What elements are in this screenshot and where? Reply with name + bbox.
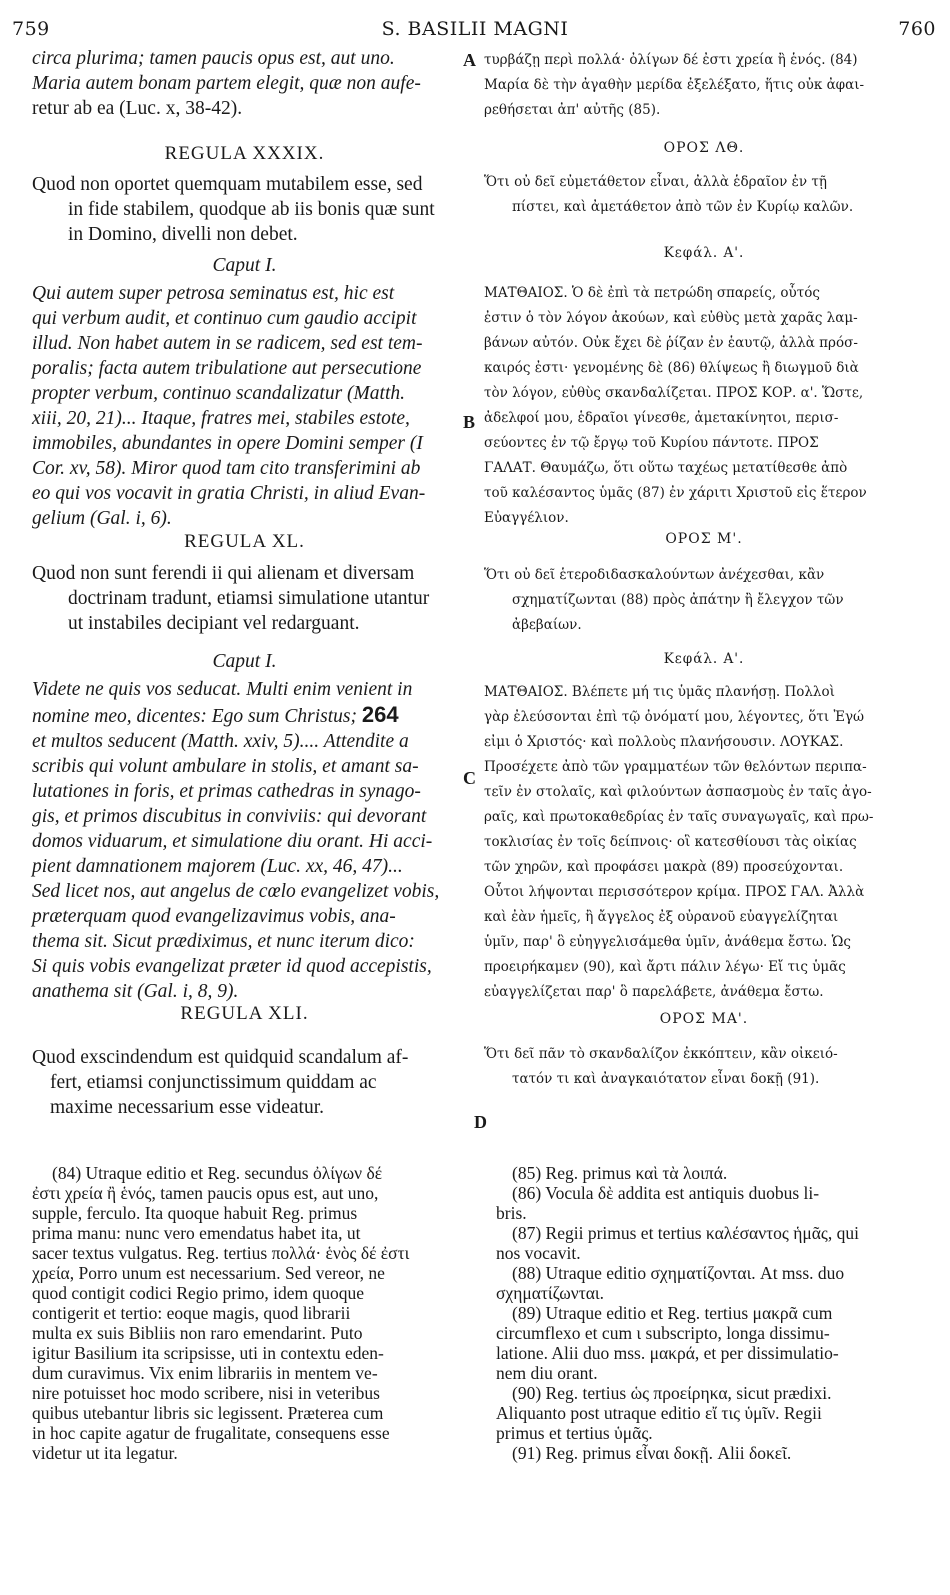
text-line: τῶν χηρῶν, καὶ προφάσει μακρὰ (89) προσεύχονται. — [484, 859, 844, 875]
text-line: ἀδελφοί μου, ἑδραῖοι γίνεσθε, ἀμετακίνητοι, περισ- — [484, 410, 839, 426]
text-line: ρεθήσεται ἀπ' αὐτῆς (85). — [484, 102, 661, 118]
footnote-line: quibus utebantur libris sic legissent. Præterea cum — [32, 1403, 384, 1423]
footnote-line: (85) Reg. primus καὶ τὰ λοιπά. — [512, 1163, 728, 1183]
text-line: τὸν λόγον, εὐθὺς σκανδαλίζεται. ΠΡΟΣ ΚΟΡ. α'. Ὥστε, — [484, 385, 864, 401]
text-line: ΜΑΤΘΑΙΟΣ. Ὁ δὲ ἐπὶ τὰ πετρώδη σπαρείς, οὗτός — [484, 285, 820, 301]
text-line: Maria autem bonam partem elegit, quæ non aufe- — [32, 73, 421, 94]
regula-41-summary — [32, 1045, 457, 1120]
text-line: scribis qui volunt ambulare in stolis, et amant sa- — [32, 756, 419, 777]
text-line: in Domino, divelli non debet. — [68, 224, 298, 245]
text-line: thema sit. Sicut prædiximus, et nunc iterum dico: — [32, 931, 415, 952]
left-column-number: 759 — [12, 18, 50, 40]
regula-40-caput: Caput I. — [212, 651, 277, 672]
text-line: propter verbum, continuo scandalizatur (Matth. — [32, 383, 405, 404]
text-line: Si quis vobis evangelizat præter id quod accepistis, — [32, 956, 432, 977]
footnote-line: multa ex suis Bibliis non raro emendarint. Puto — [32, 1323, 363, 1343]
text-line: Quod exscindendum est quidquid scandalum af- — [32, 1047, 409, 1068]
margin-marker-b: B — [463, 412, 476, 432]
page-title: S. BASILII MAGNI — [381, 18, 569, 40]
footnote-line: (87) Regii primus et tertius καλέσαντος ἡμᾶς, qui — [512, 1223, 859, 1243]
text-line: Qui autem super petrosa seminatus est, hic est — [32, 283, 395, 304]
horos-39-summary — [484, 170, 924, 220]
text-line: τεῖν ἐν στολαῖς, καὶ φιλούντων ἀσπασμοὺς ἐν ταῖς ἀγο- — [484, 784, 872, 800]
text-line: γὰρ ἐλεύσονται ἐπὶ τῷ ὀνόματί μου, λέγοντες, ὅτι Ἐγώ — [484, 709, 865, 725]
horos-39-caput: Κεφάλ. Α'. — [663, 245, 745, 261]
text-line: Ὅτι οὐ δεῖ εὐμετάθετον εἶναι, ἀλλὰ ἑδραῖον ἐν τῇ — [484, 174, 827, 190]
greek-intro — [484, 48, 924, 123]
text-line: in fide stabilem, quodque ab iis bonis quæ sunt — [68, 199, 435, 220]
footnote-line: sacer textus vulgatus. Reg. tertius πολλά· ἑνὸς δέ ἐστι — [32, 1243, 410, 1263]
text-line: εὐαγγελίζεται παρ' ὃ παρελάβετε, ἀνάθεμα ἔστω. — [484, 984, 824, 1000]
text-line: xiii, 20, 21)... Itaque, fratres mei, stabiles estote, — [32, 408, 410, 429]
text-line: ἐστιν ὁ τὸν λόγον ἀκούων, καὶ εὐθὺς μετὰ χαρᾶς λαμ- — [484, 310, 858, 326]
text-line: doctrinam tradunt, etiamsi simulatione utantur — [68, 588, 430, 609]
footnote-line: prima manu: nunc vero emendatus habet ita, ut — [32, 1223, 361, 1243]
margin-marker-c: C — [463, 768, 476, 788]
regula-41-heading: REGULA XLI. — [180, 1003, 309, 1024]
text-line: σχηματίζωνται (88) πρὸς ἀπάτην ἢ ἔλεγχον τῶν — [512, 592, 844, 608]
text-line: ραῖς, καὶ πρωτοκαθεδρίας ἐν ταῖς συναγωγαῖς, καὶ πρω- — [484, 809, 874, 825]
regula-39-caput: Caput I. — [212, 255, 277, 276]
regula-39-body — [32, 281, 457, 531]
horos-40-heading: ΟΡΟΣ Μ'. — [665, 531, 743, 547]
footnote-line: (89) Utraque editio et Reg. tertius μακρᾶ cum — [512, 1303, 833, 1323]
text-line: Μαρία δὲ τὴν ἀγαθὴν μερίδα ἐξελέξατο, ἥτις οὐκ ἀφαι- — [484, 77, 865, 93]
text-line: Εὐαγγέλιον. — [484, 510, 569, 526]
regula-40-summary — [32, 561, 457, 636]
text-line: ΓΑΛΑΤ. Θαυμάζω, ὅτι οὕτω ταχέως μετατίθεσθε ἀπὸ — [484, 460, 848, 476]
text-line: ΜΑΤΘΑΙΟΣ. Βλέπετε μή τις ὑμᾶς πλανήσῃ. Πολλοὶ — [484, 684, 835, 700]
text-line: anathema sit (Gal. i, 8, 9). — [32, 981, 239, 1002]
footnote-line: nos vocavit. — [496, 1243, 581, 1263]
text-span: nomine meo, dicentes: Ego sum Christus; — [32, 706, 357, 727]
footnotes-left — [32, 1163, 472, 1463]
footnote-line: (86) Vocula δὲ addita est antiquis duobus li- — [512, 1183, 820, 1203]
text-line: præterquam quod evangelizavimus vobis, ana- — [32, 906, 396, 927]
text-line: Videte ne quis vos seducat. Multi enim venient in — [32, 679, 413, 700]
footnote-line: (91) Reg. primus εἶναι δοκῇ. Alii δοκεῖ. — [512, 1443, 792, 1463]
footnote-line: (84) Utraque editio et Reg. secundus ὀλίγων δέ — [52, 1163, 383, 1183]
footnote-line: dum curavimus. Vix enim librariis in mentem ve- — [32, 1363, 378, 1383]
footnote-line: bris. — [496, 1203, 527, 1223]
text-line: τυρβάζῃ περὶ πολλά· ὀλίγων δέ ἐστι χρεία ἢ ἑνός. (84) — [484, 52, 858, 68]
text-line: eo qui vos vocavit in gratia Christi, in aliud Evan- — [32, 483, 426, 504]
margin-marker-a: A — [463, 50, 476, 70]
text-line: ὑμῖν, παρ' ὃ εὐηγγελισάμεθα ὑμῖν, ἀνάθεμα ἔστω. Ὡς — [484, 934, 851, 950]
text-line: ut instabiles decipiant vel redarguant. — [68, 613, 360, 634]
horos-40-body — [484, 680, 924, 1005]
text-line: gelium (Gal. i, 6). — [32, 508, 172, 529]
margin-marker-d: D — [474, 1112, 487, 1132]
horos-40-caput: Κεφάλ. Α'. — [663, 651, 745, 667]
footnote-line: (90) Reg. tertius ὡς προείρηκα, sicut prædixi. — [512, 1383, 832, 1403]
footnote-line: (88) Utraque editio σχηματίζονται. At mss. duo — [512, 1263, 845, 1283]
text-line: poralis; facta autem tribulatione aut persecutione — [32, 358, 422, 379]
footnote-line: igitur Basilium ita scripsisse, uti in contextu eden- — [32, 1343, 384, 1363]
text-line: Οὗτοι λήψονται περισσότερον κρίμα. ΠΡΟΣ ΓΑΛ. Ἀλλὰ — [484, 884, 865, 900]
text-line: εἰμι ὁ Χριστός· καὶ πολλοὺς πλανήσουσιν. ΛΟΥΚΑΣ. — [484, 734, 844, 750]
text-line: Quod non sunt ferendi ii qui alienam et diversam — [32, 563, 415, 584]
regula-39-heading: REGULA XXXIX. — [164, 143, 325, 164]
text-line: Cor. xv, 58). Miror quod tam cito transferimini ab — [32, 458, 421, 479]
text-line: pient damnationem majorem (Luc. xx, 46, 47)... — [32, 856, 403, 877]
text-line: Quod non oportet quemquam mutabilem esse, sed — [32, 174, 423, 195]
text-line: καιρός ἐστι· γενομένης δὲ (86) θλίψεως ἢ διωγμοῦ διὰ — [484, 360, 859, 376]
footnote-line: ἐστι χρεία ἢ ἑνός, tamen paucis opus est, aut uno, — [32, 1183, 379, 1203]
regula-39-summary — [32, 172, 457, 247]
right-column-number: 760 — [898, 18, 936, 40]
footnote-line: primus et tertius ὑμᾶς. — [496, 1423, 653, 1443]
text-line: maxime necessarium esse videatur. — [50, 1097, 324, 1118]
footnote-line: contigerit et tertio: eoque magis, quod librarii — [32, 1303, 351, 1323]
text-line: Ὅτι οὐ δεῖ ἑτεροδιδασκαλούντων ἀνέχεσθαι, κἂν — [484, 567, 825, 583]
text-line: domos viduarum, et simulatione diu orant. Hi acci- — [32, 831, 433, 852]
text-line: σεύοντες ἐν τῷ ἔργῳ τοῦ Κυρίου πάντοτε. ΠΡΟΣ — [484, 435, 819, 451]
text-line: καὶ ἐὰν ἡμεῖς, ἢ ἄγγελος ἐξ οὐρανοῦ εὐαγγελίζηται — [484, 909, 839, 925]
regula-40-body — [32, 677, 457, 1004]
page-number-marker: 264 — [361, 702, 399, 727]
footnote-line: supple, ferculo. Ita quoque habuit Reg. primus — [32, 1203, 358, 1223]
horos-39-heading: ΟΡΟΣ ΛΘ. — [663, 140, 745, 156]
regula-40-heading: REGULA XL. — [184, 531, 305, 552]
text-line: βάνων αὐτόν. Οὐκ ἔχει δὲ ῥίζαν ἐν ἑαυτῷ, ἀλλὰ πρόσ- — [484, 335, 858, 351]
text-line: illud. Non habet autem in se radicem, sed est tem- — [32, 333, 423, 354]
horos-40-summary — [484, 563, 924, 638]
footnote-line: latione. Alii duo mss. μακρά, et per dissimulatio- — [496, 1343, 839, 1363]
text-line: τοκλισίας ἐν τοῖς δείπνοις· οἳ κατεσθίουσι τὰς οἰκίας — [484, 834, 857, 850]
footnote-line: Aliquanto post utraque editio εἴ τις ὑμῖν. Regii — [496, 1403, 822, 1423]
footnote-line: videtur ut ita legatur. — [32, 1443, 178, 1463]
footnote-line: nem diu orant. — [496, 1363, 598, 1383]
text-line: retur ab ea (Luc. x, 38-42). — [32, 98, 243, 119]
text-line — [32, 702, 457, 729]
text-line: qui verbum audit, et continuo cum gaudio accipit — [32, 308, 417, 329]
text-line: πίστει, καὶ ἀμετάθετον ἀπὸ τῶν ἐν Κυρίῳ καλῶν. — [512, 199, 854, 215]
horos-41-heading: ΟΡΟΣ ΜΑ'. — [659, 1011, 749, 1027]
text-line: circa plurima; tamen paucis opus est, aut uno. — [32, 48, 395, 69]
text-line: τατόν τι καὶ ἀναγκαιότατον εἶναι δοκῇ (91). — [512, 1071, 820, 1087]
text-line: προειρήκαμεν (90), καὶ ἄρτι πάλιν λέγω· Εἴ τις ὑμᾶς — [484, 959, 846, 975]
text-line: immobiles, abundantes in opere Domini semper (I — [32, 433, 423, 454]
text-line: lutationes in foris, et primas cathedras in synago- — [32, 781, 421, 802]
latin-intro — [32, 46, 457, 121]
footnote-line: quod contigit codici Regio primo, idem quoque — [32, 1283, 364, 1303]
text-line: gis, et primos discubitus in conviviis: qui devorant — [32, 806, 427, 827]
footnote-line: in hoc capite agatur de frugalitate, consequens esse — [32, 1423, 390, 1443]
text-line: Ὅτι δεῖ πᾶν τὸ σκανδαλίζον ἐκκόπτειν, κἂν οἰκειό- — [484, 1046, 838, 1062]
footnote-line: σχηματίζωνται. — [496, 1283, 604, 1303]
text-line: et multos seducent (Matth. xxiv, 5).... Attendite a — [32, 731, 409, 752]
text-line: Προσέχετε ἀπὸ τῶν γραμματέων τῶν θελόντων περιπα- — [484, 759, 867, 775]
footnotes-right — [496, 1163, 926, 1463]
horos-39-body — [484, 281, 924, 531]
text-line: Sed licet nos, aut angelus de cœlo evangelizet vobis, — [32, 881, 440, 902]
text-line: fert, etiamsi conjunctissimum quiddam ac — [50, 1072, 377, 1093]
text-line: ἀβεβαίων. — [512, 617, 582, 633]
text-line: τοῦ καλέσαντος ὑμᾶς (87) ἐν χάριτι Χριστοῦ εἰς ἕτερον — [484, 485, 867, 501]
horos-41-summary — [484, 1042, 924, 1092]
footnote-line: circumflexo et cum ι subscripto, longa dissimu- — [496, 1323, 830, 1343]
footnote-line: χρεία, Porro unum est necessarium. Sed vereor, ne — [32, 1263, 385, 1283]
footnote-line: nire potuisset hoc modo scribere, nisi in veteribus — [32, 1383, 380, 1403]
